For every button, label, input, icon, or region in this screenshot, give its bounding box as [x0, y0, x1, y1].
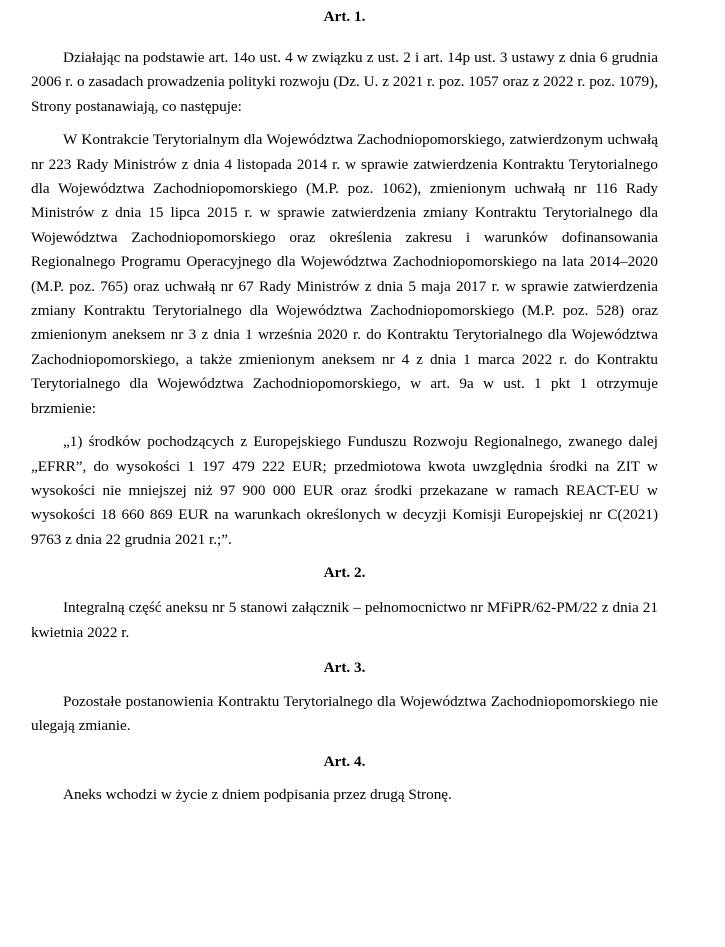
article-1-paragraph-2: W Kontrakcie Terytorialnym dla Województwa Zachodniopomorskiego, zatwierdzonym uchwałą nr 223 Rady Ministrów z dnia 4 listopada 2014 r. w sprawie zatwierdzenia Kontraktu Terytorialnego dla Województwa Zachodniopomorskiego (M.P. poz. 1062), zmienionym uchwałą nr 116 Rady Ministrów z dnia 15 lipca 2015 r. w sprawie zatwierdzenia zmiany Kontraktu Terytorialnego dla Województwa Zachodniopomorskiego oraz określenia zakresu i warunków dofinansowania Regionalnego Programu Operacyjnego dla Województwa Zachodniopomorskiego na lata 2014–2020 (M.P. poz. 765) oraz uchwałą nr 67 Rady Ministrów z dnia 5 maja 2017 r. w sprawie zatwierdzenia zmiany Kontraktu Terytorialnego dla Województwa Zachodniopomorskiego (M.P. poz. 528) oraz zmienionym aneksem nr 3 z dnia 1 września 2020 r. do Kontraktu Terytorialnego dla Województwa Zachodniopomorskiego, a także zmienionym aneksem nr 4 z dnia 1 marca 2022 r. do Kontraktu Terytorialnego dla Województwa Zachodniopomorskiego, w art. 9a w ust. 1 pkt 1 otrzymuje brzmienie:: [31, 131, 658, 417]
article-4-paragraph-1: Aneks wchodzi w życie z dniem podpisania przez drugą Stronę.: [63, 785, 452, 803]
article-2-paragraph-1: Integralną część aneksu nr 5 stanowi załącznik – pełnomocnictwo nr MFiPR/62-PM/22 z dnia 21 kwietnia 2022 r.: [31, 599, 658, 641]
article-3-heading: Art. 3.: [323, 658, 366, 676]
article-1-paragraph-3: „1) środków pochodzących z Europejskiego Funduszu Rozwoju Regionalnego, zwanego dalej „EFRR”, do wysokości 1 197 479 222 EUR; przedmiotowa kwota uwzględnia środki na ZIT w wysokości nie mniejszej niż 97 900 000 EUR oraz środki przekazane w ramach REACT-EU w wysokości 18 660 869 EUR na warunkach określonych w decyzji Komisji Europejskiej nr C(2021) 9763 z dnia 22 grudnia 2021 r.;”.: [31, 433, 658, 548]
article-4-heading: Art. 4.: [323, 752, 366, 770]
document-body: [31, 0, 658, 807]
article-2-heading: Art. 2.: [323, 564, 366, 582]
article-1-paragraph-1: Działając na podstawie art. 14o ust. 4 w związku z ust. 2 i art. 14p ust. 3 ustawy z dnia 6 grudnia 2006 r. o zasadach prowadzenia polityki rozwoju (Dz. U. z 2021 r. poz. 1057 oraz z 2022 r. poz. 1079), Strony postanawiają, co następuje:: [31, 49, 658, 115]
article-3-paragraph-1: Pozostałe postanowienia Kontraktu Terytorialnego dla Województwa Zachodniopomorskiego nie ulegają zmianie.: [31, 692, 658, 735]
article-1-heading: Art. 1.: [323, 8, 366, 25]
